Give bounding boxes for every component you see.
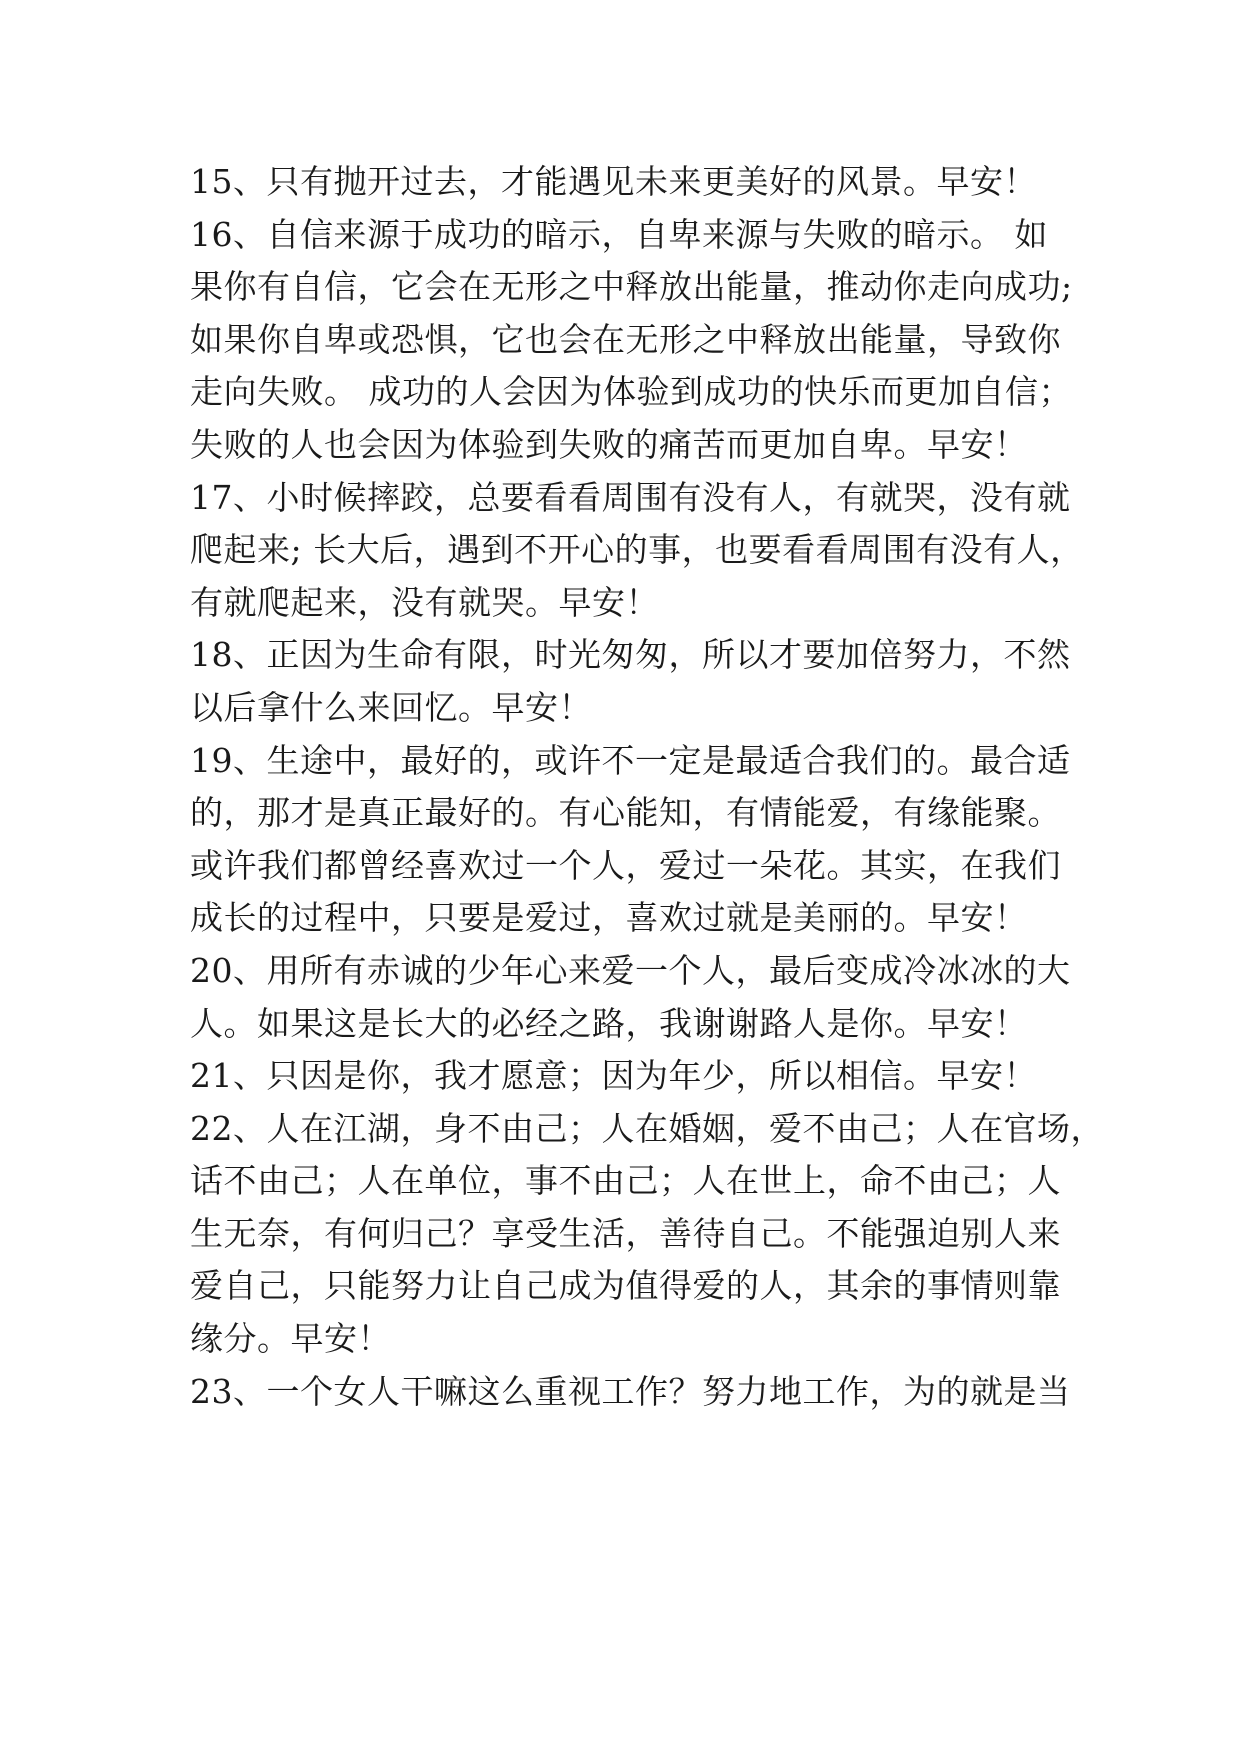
entry-20 [190,945,1071,1050]
text-line: 22、人在江湖，身不由己；人在婚姻，爱不由己；人在官场， [190,1108,1104,1148]
text-line: 失败的人也会因为体验到失败的痛苦而更加自卑。早安！ [190,424,1028,464]
text-line: 缘分。早安！ [190,1319,391,1359]
text-line: 23、一个女人干嘛这么重视工作？努力地工作，为的就是当 [190,1371,1071,1411]
entry-21 [190,1050,1060,1103]
text-line: 17、小时候摔跤，总要看看周围有没有人，有就哭，没有就 [190,477,1071,517]
entry-15 [190,156,1060,209]
text-line: 果你有自信，它会在无形之中释放出能量，推动你走向成功; [190,267,1073,307]
text-line: 21、只因是你，我才愿意；因为年少，所以相信。早安！ [190,1056,1037,1096]
text-line: 走向失败。 成功的人会因为体验到成功的快乐而更加自信； [190,372,1072,412]
entry-18 [190,629,1071,734]
text-line: 话不由己；人在单位，事不由己；人在世上，命不由己；人 [190,1161,1061,1201]
text-line: 成长的过程中，只要是爱过，喜欢过就是美丽的。早安！ [190,898,1028,938]
entry-22 [190,1103,1104,1366]
text-line: 人。如果这是长大的必经之路，我谢谢路人是你。早安！ [190,1003,1028,1043]
text-line: 16、自信来源于成功的暗示，自卑来源与失败的暗示。 如 [190,214,1048,254]
text-line: 或许我们都曾经喜欢过一个人，爱过一朵花。其实，在我们 [190,845,1061,885]
text-line: 如果你自卑或恐惧，它也会在无形之中释放出能量，导致你 [190,319,1061,359]
text-line: 以后拿什么来回忆。早安！ [190,687,592,727]
text-line: 爱自己，只能努力让自己成为值得爱的人，其余的事情则靠 [190,1266,1061,1306]
entry-19 [190,735,1071,945]
text-line: 的，那才是真正最好的。有心能知，有情能爱，有缘能聚。 [190,793,1061,833]
text-line: 20、用所有赤诚的少年心来爱一个人，最后变成冷冰冰的大 [190,950,1071,990]
text-line: 18、正因为生命有限，时光匆匆，所以才要加倍努力，不然 [190,635,1071,675]
document-body [190,156,1104,1418]
text-line: 生无奈，有何归己？享受生活，善待自己。不能强迫别人来 [190,1213,1061,1253]
entry-23 [190,1366,1071,1419]
text-line: 19、生途中，最好的，或许不一定是最适合我们的。最合适 [190,740,1071,780]
text-line: 爬起来; 长大后，遇到不开心的事，也要看看周围有没有人， [190,530,1084,570]
entry-17 [190,472,1084,630]
entry-16 [190,209,1073,472]
text-line: 15、只有抛开过去，才能遇见未来更美好的风景。早安！ [190,162,1037,201]
text-line: 有就爬起来，没有就哭。早安！ [190,582,659,622]
